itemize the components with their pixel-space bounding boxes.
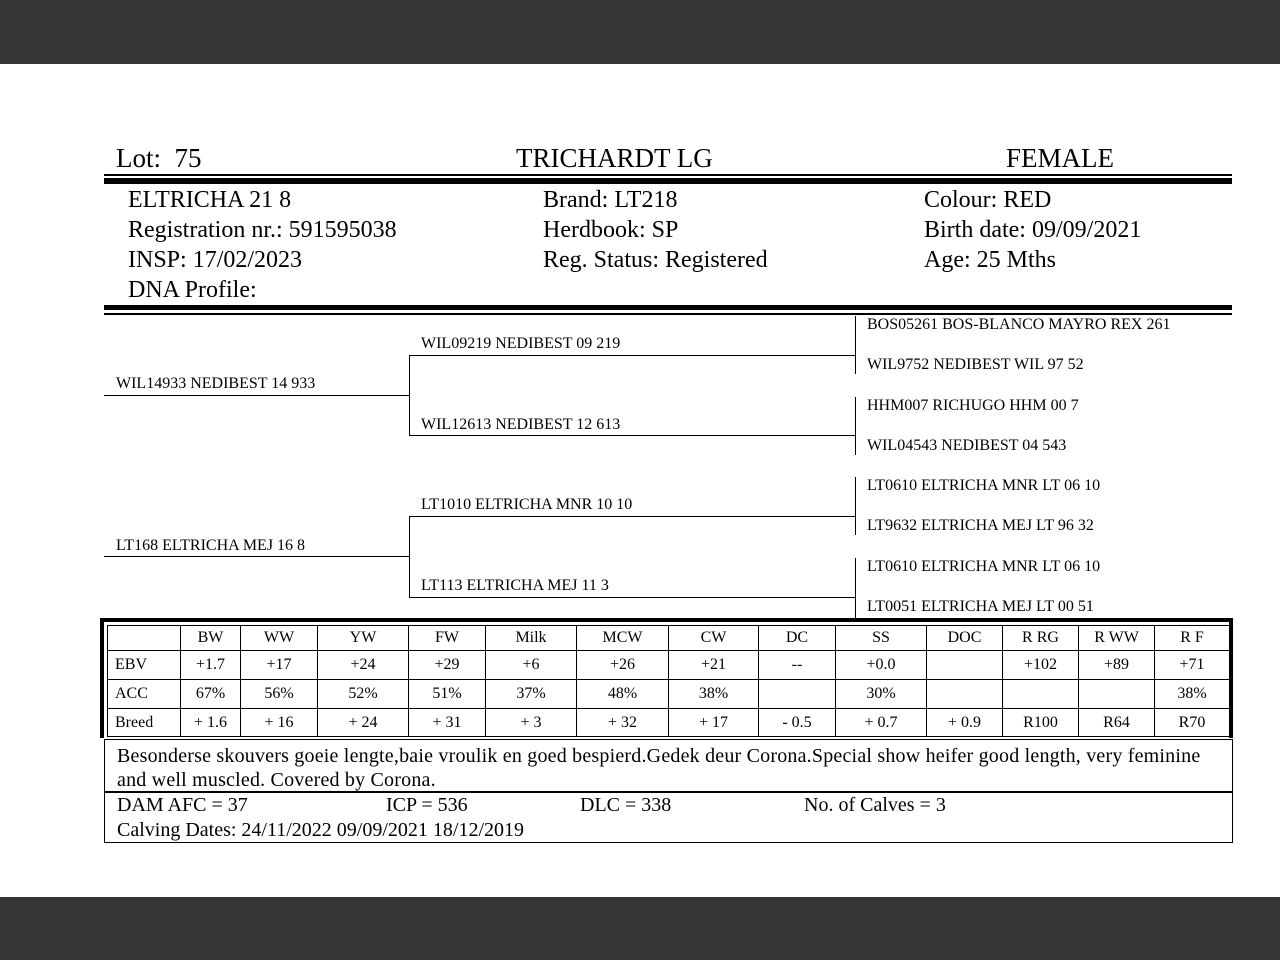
pedigree-sire-sire: WIL09219 NEDIBEST 09 219 [421,335,621,352]
ebv-header-cell: YW [318,626,409,651]
colour: Colour: RED [924,187,1052,213]
ebv-cell: +6 [486,651,577,680]
breed-cell: + 0.9 [927,709,1003,737]
pedigree-dam-sire: LT1010 ELTRICHA MNR 10 10 [421,496,633,513]
acc-cell [1003,680,1079,709]
ebv-cell: +29 [409,651,486,680]
ebv-cell [927,651,1003,680]
breed-cell: + 1.6 [181,709,241,737]
dam-line [104,556,410,557]
acc-row-label: ACC [108,680,181,709]
breed-cell: - 0.5 [759,709,836,737]
breed-cell: + 3 [486,709,577,737]
ebv-row-label: EBV [108,651,181,680]
pedigree-ggp: LT0610 ELTRICHA MNR LT 06 10 [867,558,1101,575]
brand: Brand: LT218 [543,187,678,213]
info-rule-thick [104,305,1232,310]
breed-cell: R64 [1079,709,1155,737]
dam-afc: DAM AFC = 37 [117,794,248,816]
dam-icp: ICP = 536 [386,794,468,816]
ebv-header-cell: R RG [1003,626,1079,651]
lot-label: Lot: [116,143,161,173]
ebv-header-cell: CW [669,626,759,651]
sire-bracket [409,355,410,436]
info-rule-thin [104,313,1232,315]
ebv-cell: +24 [318,651,409,680]
breed-cell: + 17 [669,709,759,737]
animal-name: ELTRICHA 21 8 [128,187,292,213]
dam-dam-line [409,597,856,598]
acc-cell: 52% [318,680,409,709]
pedigree-ggp: LT0610 ELTRICHA MNR LT 06 10 [867,477,1101,494]
breed-cell: + 31 [409,709,486,737]
acc-cell [1079,680,1155,709]
dam-calves: No. of Calves = 3 [804,794,946,816]
pedigree-ggp: WIL04543 NEDIBEST 04 543 [867,437,1067,454]
ggp-bracket-1 [855,316,856,374]
ebv-header-cell: DOC [927,626,1003,651]
acc-cell [927,680,1003,709]
ebv-cell: +0.0 [836,651,927,680]
sire-sire-line [409,355,856,356]
ebv-cell: +102 [1003,651,1079,680]
ebv-header-cell: BW [181,626,241,651]
inspection-date: INSP: 17/02/2023 [128,247,303,273]
bottom-frame-bar [0,897,1280,960]
breed-cell: + 0.7 [836,709,927,737]
age: Age: 25 Mths [924,247,1056,273]
remarks-text: Besonderse skouvers goeie lengte,baie vroulik en goed bespierd.Gedek deur Corona.Special show heifer good length, very feminine and well muscled. Covered by Corona. [117,745,1201,791]
acc-cell [759,680,836,709]
ebv-header-cell: WW [241,626,318,651]
ggp-bracket-4 [855,558,856,620]
registration-status: Reg. Status: Registered [543,247,768,273]
breed-cell: + 32 [577,709,669,737]
birth-date: Birth date: 09/09/2021 [924,217,1142,243]
breed-cell: R100 [1003,709,1079,737]
acc-cell: 38% [669,680,759,709]
ebv-cell: +17 [241,651,318,680]
dna-profile: DNA Profile: [128,277,257,303]
acc-cell: 51% [409,680,486,709]
ggp-bracket-2 [855,397,856,455]
dam-dlc: DLC = 338 [580,794,672,816]
ebv-cell: +89 [1079,651,1155,680]
ebv-cell: +1.7 [181,651,241,680]
ebv-row [108,651,1230,680]
registration-number: Registration nr.: 591595038 [128,217,397,243]
ebv-cell: +26 [577,651,669,680]
top-frame-bar [0,0,1280,64]
pedigree-ggp: LT0051 ELTRICHA MEJ LT 00 51 [867,598,1094,615]
pedigree-ggp: WIL9752 NEDIBEST WIL 97 52 [867,356,1084,373]
acc-cell: 67% [181,680,241,709]
ebv-cell: +21 [669,651,759,680]
acc-cell: 38% [1155,680,1230,709]
pedigree-dam-dam: LT113 ELTRICHA MEJ 11 3 [421,577,609,594]
header-rule-thick [104,178,1232,184]
breed-cell: + 16 [241,709,318,737]
sex-label: FEMALE [1006,143,1114,173]
pedigree-ggp: BOS05261 BOS-BLANCO MAYRO REX 261 [867,316,1171,333]
sire-dam-line [409,435,856,436]
pedigree-ggp: LT9632 ELTRICHA MEJ LT 96 32 [867,517,1094,534]
dam-sire-line [409,516,856,517]
ebv-header-cell: Milk [486,626,577,651]
ebv-table [107,625,1230,737]
sire-line [104,395,410,396]
breed-row-label: Breed [108,709,181,737]
acc-row [108,680,1230,709]
breed-cell: R70 [1155,709,1230,737]
lot-number: 75 [174,143,202,173]
header-rule-thin [104,174,1232,176]
pedigree-sire: WIL14933 NEDIBEST 14 933 [116,375,316,392]
pedigree-ggp: HHM007 RICHUGO HHM 00 7 [867,397,1079,414]
ebv-header-cell: MCW [577,626,669,651]
ebv-header-cell: FW [409,626,486,651]
breed-cell: + 24 [318,709,409,737]
owner-name: TRICHARDT LG [516,143,713,173]
acc-cell: 56% [241,680,318,709]
pedigree-dam: LT168 ELTRICHA MEJ 16 8 [116,537,306,554]
ebv-header-cell [108,626,181,651]
ebv-header-row [108,626,1230,651]
calving-dates: Calving Dates: 24/11/2022 09/09/2021 18/12/2019 [117,819,525,841]
dam-bracket [409,516,410,597]
pedigree-sire-dam: WIL12613 NEDIBEST 12 613 [421,416,621,433]
ebv-cell: +71 [1155,651,1230,680]
acc-cell: 37% [486,680,577,709]
acc-cell: 30% [836,680,927,709]
ggp-bracket-3 [855,477,856,535]
lot-field [116,143,202,174]
ebv-header-cell: R WW [1079,626,1155,651]
ebv-header-cell: DC [759,626,836,651]
acc-cell: 48% [577,680,669,709]
ebv-header-cell: R F [1155,626,1230,651]
ebv-header-cell: SS [836,626,927,651]
herdbook: Herdbook: SP [543,217,679,243]
ebv-cell: -- [759,651,836,680]
breed-row [108,709,1230,737]
